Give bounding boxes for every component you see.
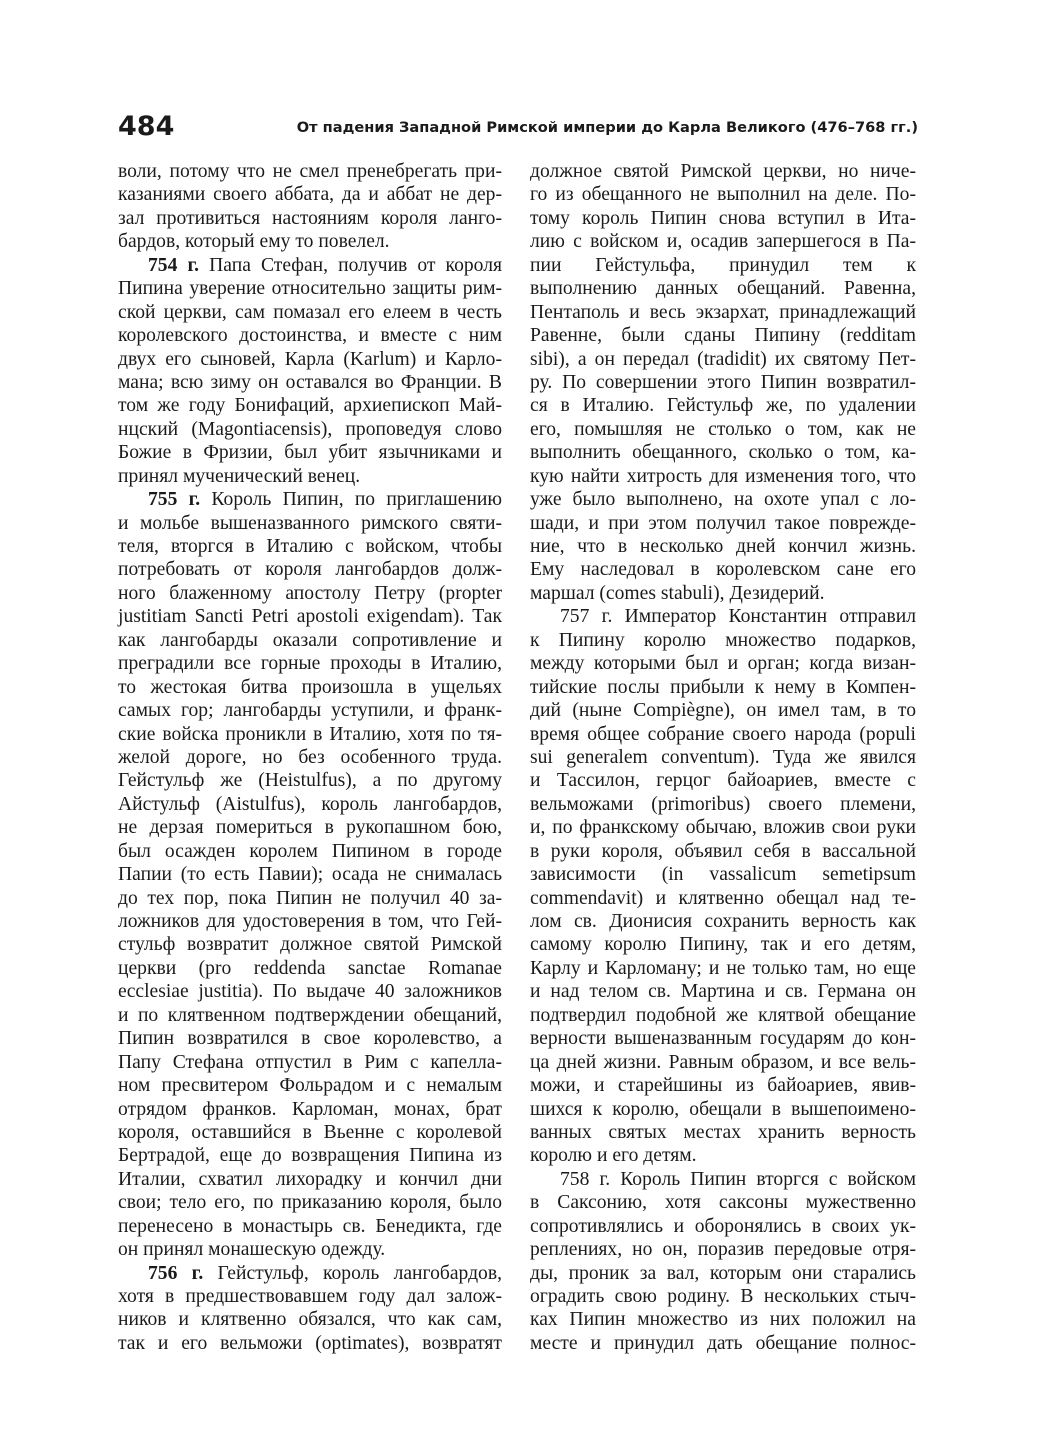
text-line <box>118 324 502 347</box>
line-text: верности вышеназванным государям до кон- <box>530 1028 916 1050</box>
text-line <box>530 1074 916 1097</box>
text-line <box>530 1027 916 1050</box>
line-text: Папии (то есть Павии); осада не снималась <box>118 864 502 886</box>
line-text: зал противиться настояниям короля ланго- <box>118 207 502 229</box>
text-line <box>118 1098 502 1121</box>
text-line <box>530 746 916 769</box>
line-text: Пентаполь и весь экзархат, принадлежащий <box>530 301 916 323</box>
line-text: маршал (comes stabuli), Дезидерий. <box>530 582 825 604</box>
line-text: можи, и старейшины из байоариев, явив- <box>530 1075 916 1097</box>
line-text: ской церкви, сам помазал его елеем в честь <box>118 301 502 323</box>
text-line <box>530 254 916 277</box>
text-line <box>118 933 502 956</box>
text-line <box>118 1121 502 1144</box>
text-line <box>530 1098 916 1121</box>
year-heading: 755 г. <box>148 489 201 511</box>
text-line <box>530 441 916 464</box>
text-line <box>530 324 916 347</box>
line-text: лию с войском и, осадив запершегося в Па- <box>530 231 916 253</box>
running-header <box>118 112 918 146</box>
text-line <box>530 910 916 933</box>
text-line <box>530 933 916 956</box>
line-text: дий (ныне Compiègne), он имел там, в то <box>530 700 916 722</box>
line-text: между которыми был и орган; когда визан- <box>530 653 916 675</box>
text-line <box>530 1285 916 1308</box>
running-title: От падения Западной Римской империи до Карла Великого (476–768 гг.) <box>296 119 918 136</box>
text-line <box>530 207 916 230</box>
text-line <box>530 840 916 863</box>
text-line <box>530 699 916 722</box>
text-line <box>118 605 502 628</box>
text-line <box>118 1262 502 1285</box>
line-text: ся в Италию. Гейстульф же, по удалении <box>530 395 916 417</box>
text-line <box>530 1168 916 1191</box>
line-text: ках Пипин множество из них положил на <box>530 1309 916 1331</box>
text-line <box>118 887 502 910</box>
text-line <box>530 1238 916 1261</box>
line-text: оградить свою родину. В нескольких стыч- <box>530 1286 916 1307</box>
text-line <box>118 1308 502 1331</box>
line-text: Гейстульф же (Heistulfus), а по другому <box>118 770 502 792</box>
text-line <box>118 1004 502 1027</box>
line-text: шади, и при этом получил такое поврежде- <box>530 512 916 534</box>
line-text: теля, вторгся в Италию с войском, чтобы <box>118 536 502 557</box>
line-text: был осажден королем Пипином в городе <box>118 840 502 862</box>
text-line <box>118 582 502 605</box>
line-text: Король Пипин, по приглашению <box>200 489 502 511</box>
text-line <box>530 1215 916 1238</box>
line-text: самых гор; лангобарды уступили, и франк- <box>118 700 502 722</box>
line-text: реплениях, но он, поразив передовые отря- <box>530 1239 916 1261</box>
text-line <box>530 1191 916 1214</box>
line-text: самому королю Пипину, так и его детям, <box>530 934 916 956</box>
text-line <box>118 558 502 581</box>
line-text: Папа Стефан, получив от короля <box>199 254 502 276</box>
line-text: уже было выполнено, на охоте упал с ло- <box>530 489 916 511</box>
text-line <box>118 629 502 652</box>
text-line <box>118 254 502 277</box>
line-text: казаниями своего аббата, да и аббат не дер- <box>118 184 502 206</box>
line-text: выполнению данных обещаний. Равенна, <box>530 278 916 300</box>
text-line <box>118 277 502 300</box>
line-text: Божие в Фризии, был убит язычниками и <box>118 442 502 464</box>
left-text-column <box>118 160 502 1355</box>
line-text: Гейстульф, король лангобардов, <box>203 1262 502 1284</box>
text-line <box>118 1144 502 1167</box>
text-line <box>118 230 502 253</box>
text-line <box>118 1215 502 1238</box>
text-line <box>118 441 502 464</box>
line-text: выполнить обещанного, сколько о том, ка- <box>530 442 916 464</box>
text-line <box>530 676 916 699</box>
text-line <box>530 277 916 300</box>
text-line <box>118 723 502 746</box>
text-line <box>118 1074 502 1097</box>
line-text: ecclesiae justitia). По выдаче 40 заложников <box>118 981 502 1003</box>
text-line <box>530 1308 916 1331</box>
text-line <box>118 207 502 230</box>
text-line <box>530 605 916 628</box>
text-line <box>530 816 916 839</box>
text-line <box>118 418 502 441</box>
line-text: время общее собрание своего народа (populi <box>530 723 916 745</box>
text-line <box>530 348 916 371</box>
line-text: его, помышляя не столько о том, как не <box>530 418 916 440</box>
text-line <box>118 699 502 722</box>
text-line <box>530 1332 916 1355</box>
text-line <box>118 676 502 699</box>
year-heading: 754 г. <box>148 254 200 276</box>
line-text: кую найти хитрость для изменения того, что <box>530 465 916 487</box>
text-line <box>530 465 916 488</box>
text-line <box>530 371 916 394</box>
text-line <box>118 1238 502 1261</box>
line-text: тому король Пипин снова вступил в Ита- <box>530 207 916 229</box>
line-text: подтвердил подобной же клятвой обещание <box>530 1004 916 1026</box>
line-text: и по клятвенном подтверждении обещаний, <box>118 1004 502 1026</box>
line-text: ном пресвитером Фольрадом и с немалым <box>118 1075 502 1097</box>
text-line <box>118 746 502 769</box>
text-line <box>118 793 502 816</box>
line-text: не дерзая помериться в рукопашном бою, <box>118 817 502 839</box>
line-text: как лангобарды оказали сопротивление и <box>118 629 502 651</box>
line-text: Папу Стефана отпустил в Рим с капелла- <box>118 1051 502 1073</box>
text-line <box>530 418 916 441</box>
line-text: ного блаженному апостолу Петру (propter <box>118 582 502 604</box>
text-line <box>118 371 502 394</box>
line-text: хотя в предшествовавшем году дал залож- <box>118 1286 502 1307</box>
text-line <box>118 348 502 371</box>
line-text: ванных святых местах хранить верность <box>530 1121 916 1143</box>
text-line <box>530 230 916 253</box>
line-text: ников и клятвенно обязался, что как сам, <box>118 1309 502 1331</box>
text-line <box>118 652 502 675</box>
text-line <box>530 1144 916 1167</box>
line-text: в Саксонию, хотя саксоны мужественно <box>530 1192 916 1214</box>
text-line <box>530 512 916 535</box>
line-text: ложников для удостоверения в том, что Гей- <box>118 911 502 932</box>
right-text-column <box>530 160 916 1355</box>
line-text: и Тассилон, герцог байоариев, вместе с <box>530 770 916 792</box>
text-line <box>118 512 502 535</box>
line-text: sui generalem conventum). Туда же явился <box>530 746 916 768</box>
text-line <box>118 535 502 558</box>
line-text: ца дней жизни. Равным образом, и все вель- <box>530 1051 916 1073</box>
line-text: месте и принудил дать обещание полнос- <box>530 1332 916 1354</box>
line-text: должное святой Римской церкви, но ниче- <box>530 161 916 182</box>
line-text: двух его сыновей, Карла (Karlum) и Карло- <box>118 348 502 370</box>
text-line <box>530 1004 916 1027</box>
line-text: он принял монашескую одежду. <box>118 1239 386 1261</box>
text-line <box>118 840 502 863</box>
text-line <box>118 1051 502 1074</box>
line-text: нцский (Magontiacensis), проповедуя слово <box>118 418 502 440</box>
text-line <box>118 1191 502 1214</box>
line-text: зависимости (in vassalicum semetipsum <box>530 864 916 886</box>
line-text: justitiam Sancti Petri apostoli exigendam). Так <box>118 606 502 628</box>
line-text: и мольбе вышеназванного римского святи- <box>118 512 502 534</box>
line-text: го из обещанного не выполнил на деле. По- <box>530 184 916 206</box>
text-line <box>118 465 502 488</box>
line-text: преградили все горные проходы в Италию, <box>118 653 502 675</box>
line-text: так и его вельможи (optimates), возвратят <box>118 1332 502 1354</box>
line-text: королевского достоинства, и вместе с ним <box>118 325 502 347</box>
line-text: желой дороге, но без особенного труда. <box>118 746 502 768</box>
line-text: ские войска проникли в Италию, хотя по тя- <box>118 723 502 745</box>
text-line <box>530 793 916 816</box>
line-text: том же году Бонифаций, архиепископ Май- <box>118 395 502 417</box>
line-text: Бертрадой, еще до возвращения Пипина из <box>118 1145 502 1167</box>
line-text: шихся к королю, обещали в вышепоимено- <box>530 1098 916 1120</box>
text-line <box>118 1332 502 1355</box>
line-text: sibi), а он передал (tradidit) их святому Пет- <box>530 348 916 370</box>
text-line <box>530 723 916 746</box>
line-text: ды, проник за вал, которым они старались <box>530 1262 916 1284</box>
line-text: потребовать от короля лангобардов долж- <box>118 559 502 581</box>
line-text: пии Гейстульфа, принудил тем к <box>530 254 916 276</box>
year-heading: 756 г. <box>148 1262 204 1284</box>
text-line <box>118 394 502 417</box>
line-text: перенесено в монастырь св. Бенедикта, где <box>118 1215 502 1237</box>
text-line <box>118 910 502 933</box>
line-text: 757 г. Император Константин отправил <box>560 606 916 628</box>
text-line <box>118 301 502 324</box>
line-text: стульф возвратит должное святой Римской <box>118 934 502 956</box>
text-line <box>118 957 502 980</box>
line-text: тийские послы прибыли к нему в Компен- <box>530 676 916 698</box>
text-line <box>530 769 916 792</box>
text-line <box>530 1121 916 1144</box>
line-text: Ему наследовал в королевском сане его <box>530 559 916 581</box>
line-text: принял мученический венец. <box>118 465 361 487</box>
line-text: отрядом франков. Карломан, монах, брат <box>118 1098 502 1120</box>
text-line <box>530 394 916 417</box>
line-text: королю и его детям. <box>530 1145 697 1167</box>
text-line <box>530 629 916 652</box>
text-line <box>530 957 916 980</box>
text-line <box>530 301 916 324</box>
line-text: Пипин возвратился в свое королевство, а <box>118 1028 502 1050</box>
line-text: короля, оставшийся в Вьенне с королевой <box>118 1121 502 1143</box>
text-line <box>530 1051 916 1074</box>
line-text: то жестокая битва произошла в ущельях <box>118 676 502 698</box>
line-text: ру. По совершении этого Пипин возвратил- <box>530 371 916 393</box>
line-text: Равенне, были сданы Пипину (redditam <box>530 325 916 347</box>
text-line <box>530 652 916 675</box>
line-text: и над телом св. Мартина и св. Германа он <box>530 981 916 1003</box>
line-text: свои; тело его, по приказанию короля, было <box>118 1192 502 1214</box>
line-text: лом св. Дионисия сохранить верность как <box>530 911 916 932</box>
text-line <box>530 887 916 910</box>
line-text: мана; всю зиму он оставался во Франции. В <box>118 371 502 393</box>
line-text: 758 г. Король Пипин вторгся с войском <box>560 1168 916 1190</box>
line-text: Карлу и Карломану; и не только там, но еще <box>530 957 916 979</box>
line-text: ние, что в несколько дней кончил жизнь. <box>530 536 916 557</box>
line-text: commendavit) и клятвенно обещал над те- <box>530 887 916 909</box>
line-text: бардов, который ему то повелел. <box>118 231 390 253</box>
text-line <box>530 535 916 558</box>
text-line <box>530 183 916 206</box>
text-line <box>118 183 502 206</box>
text-line <box>118 1285 502 1308</box>
text-line <box>530 488 916 511</box>
text-line <box>118 816 502 839</box>
text-line <box>118 863 502 886</box>
line-text: вельможами (primoribus) своего племени, <box>530 793 916 815</box>
text-line <box>530 1262 916 1285</box>
line-text: в руки короля, объявил себя в вассальной <box>530 840 916 862</box>
line-text: до тех пор, пока Пипин не получил 40 за- <box>118 887 502 909</box>
text-line <box>118 488 502 511</box>
text-line <box>530 558 916 581</box>
line-text: сопротивлялись и оборонялись в своих ук- <box>530 1215 916 1237</box>
text-line <box>118 980 502 1003</box>
page-number: 484 <box>118 111 175 142</box>
text-line <box>118 1168 502 1191</box>
text-line <box>530 582 916 605</box>
text-line <box>530 863 916 886</box>
line-text: Италии, схватил лихорадку и кончил дни <box>118 1168 502 1190</box>
text-line <box>530 980 916 1003</box>
line-text: и, по франкскому обычаю, вложив свои руки <box>530 817 916 839</box>
text-line <box>118 160 502 183</box>
line-text: Пипина уверение относительно защиты рим- <box>118 278 502 300</box>
text-line <box>118 769 502 792</box>
line-text: воли, потому что не смел пренебрегать при- <box>118 161 502 182</box>
text-line <box>530 160 916 183</box>
line-text: к Пипину королю множество подарков, <box>530 629 916 651</box>
line-text: Айстульф (Aistulfus), король лангобардов, <box>118 793 502 815</box>
line-text: церкви (pro reddenda sanctae Romanae <box>118 957 502 979</box>
text-line <box>118 1027 502 1050</box>
